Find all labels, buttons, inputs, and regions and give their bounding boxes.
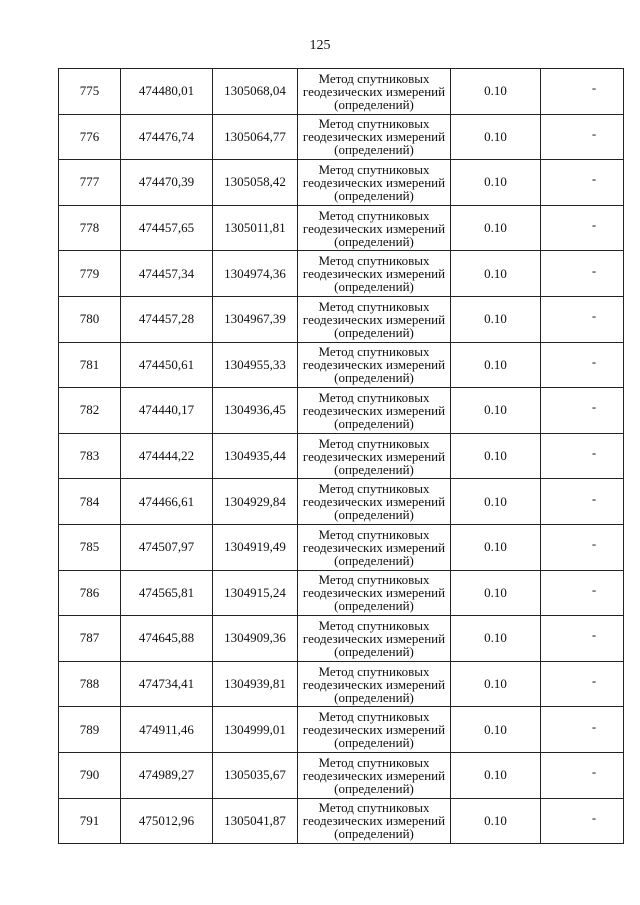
method-line-1: Метод спутниковых bbox=[318, 754, 430, 770]
method-cell bbox=[298, 524, 451, 570]
y-coordinate-cell: 1304955,33 bbox=[213, 342, 298, 388]
table-row bbox=[59, 388, 624, 434]
y-coordinate-cell: 1305041,87 bbox=[213, 798, 298, 844]
note-cell bbox=[541, 616, 624, 662]
method-line-2: геодезических измерений bbox=[302, 129, 446, 145]
method-line-3: (определений) bbox=[334, 279, 414, 295]
x-coordinate-cell: 474457,34 bbox=[121, 251, 213, 297]
table-row bbox=[59, 752, 624, 798]
method-line-1: Метод спутниковых bbox=[318, 435, 430, 451]
method-cell bbox=[298, 798, 451, 844]
method-cell bbox=[298, 205, 451, 251]
method-line-3: (определений) bbox=[334, 735, 414, 751]
note-value: - bbox=[591, 399, 597, 415]
method-line-3: (определений) bbox=[334, 780, 414, 796]
method-line-1: Метод спутниковых bbox=[318, 298, 430, 314]
y-coordinate-cell: 1304936,45 bbox=[213, 388, 298, 434]
accuracy-cell: 0.10 bbox=[451, 524, 541, 570]
method-cell bbox=[298, 388, 451, 434]
method-line-3: (определений) bbox=[334, 598, 414, 614]
point-number-cell: 775 bbox=[59, 69, 121, 115]
point-number-cell: 791 bbox=[59, 798, 121, 844]
method-line-2: геодезических измерений bbox=[302, 813, 446, 829]
method-line-1: Метод спутниковых bbox=[318, 709, 430, 725]
accuracy-cell: 0.10 bbox=[451, 205, 541, 251]
note-cell bbox=[541, 479, 624, 525]
method-cell bbox=[298, 661, 451, 707]
table-row bbox=[59, 524, 624, 570]
method-line-1: Метод спутниковых bbox=[318, 617, 430, 633]
method-cell bbox=[298, 570, 451, 616]
note-value: - bbox=[591, 490, 597, 506]
note-value: - bbox=[591, 125, 597, 141]
method-line-3: (определений) bbox=[334, 552, 414, 568]
x-coordinate-cell: 474466,61 bbox=[121, 479, 213, 525]
note-value: - bbox=[591, 171, 597, 187]
y-coordinate-cell: 1304967,39 bbox=[213, 296, 298, 342]
x-coordinate-cell: 474645,88 bbox=[121, 616, 213, 662]
method-line-1: Метод спутниковых bbox=[318, 207, 430, 223]
method-line-1: Метод спутниковых bbox=[318, 344, 430, 360]
x-coordinate-cell: 474565,81 bbox=[121, 570, 213, 616]
table-row bbox=[59, 160, 624, 206]
method-line-1: Метод спутниковых bbox=[318, 663, 430, 679]
accuracy-cell: 0.10 bbox=[451, 69, 541, 115]
x-coordinate-cell: 474440,17 bbox=[121, 388, 213, 434]
y-coordinate-cell: 1304909,36 bbox=[213, 616, 298, 662]
method-line-2: геодезических измерений bbox=[302, 83, 446, 99]
note-value: - bbox=[591, 764, 597, 780]
point-number-cell: 785 bbox=[59, 524, 121, 570]
note-cell bbox=[541, 798, 624, 844]
point-number-cell: 782 bbox=[59, 388, 121, 434]
point-number-cell: 776 bbox=[59, 114, 121, 160]
point-number-cell: 786 bbox=[59, 570, 121, 616]
method-line-2: геодезических измерений bbox=[302, 220, 446, 236]
accuracy-cell: 0.10 bbox=[451, 479, 541, 525]
page-number: 125 bbox=[309, 38, 331, 53]
note-value: - bbox=[591, 80, 597, 96]
note-value: - bbox=[591, 809, 597, 825]
accuracy-cell: 0.10 bbox=[451, 752, 541, 798]
y-coordinate-cell: 1304935,44 bbox=[213, 433, 298, 479]
point-number-cell: 784 bbox=[59, 479, 121, 525]
coordinates-table bbox=[58, 68, 624, 844]
table-row bbox=[59, 114, 624, 160]
method-line-2: геодезических измерений bbox=[302, 630, 446, 646]
method-line-1: Метод спутниковых bbox=[318, 800, 430, 816]
note-value: - bbox=[591, 217, 597, 233]
note-value: - bbox=[591, 718, 597, 734]
y-coordinate-cell: 1305058,42 bbox=[213, 160, 298, 206]
accuracy-cell: 0.10 bbox=[451, 296, 541, 342]
table-row bbox=[59, 205, 624, 251]
method-line-1: Метод спутниковых bbox=[318, 481, 430, 497]
method-line-2: геодезических измерений bbox=[302, 174, 446, 190]
y-coordinate-cell: 1304915,24 bbox=[213, 570, 298, 616]
method-cell bbox=[298, 752, 451, 798]
accuracy-cell: 0.10 bbox=[451, 570, 541, 616]
method-line-1: Метод спутниковых bbox=[318, 389, 430, 405]
table-row bbox=[59, 342, 624, 388]
note-value: - bbox=[591, 445, 597, 461]
note-cell bbox=[541, 69, 624, 115]
note-cell bbox=[541, 114, 624, 160]
method-line-3: (определений) bbox=[334, 461, 414, 477]
y-coordinate-cell: 1304919,49 bbox=[213, 524, 298, 570]
x-coordinate-cell: 475012,96 bbox=[121, 798, 213, 844]
note-cell bbox=[541, 251, 624, 297]
y-coordinate-cell: 1305068,04 bbox=[213, 69, 298, 115]
method-line-3: (определений) bbox=[334, 826, 414, 842]
method-line-3: (определений) bbox=[334, 142, 414, 158]
table-row bbox=[59, 570, 624, 616]
x-coordinate-cell: 474989,27 bbox=[121, 752, 213, 798]
x-coordinate-cell: 474734,41 bbox=[121, 661, 213, 707]
method-line-3: (определений) bbox=[334, 643, 414, 659]
accuracy-cell: 0.10 bbox=[451, 707, 541, 753]
x-coordinate-cell: 474457,28 bbox=[121, 296, 213, 342]
note-cell bbox=[541, 160, 624, 206]
method-cell bbox=[298, 296, 451, 342]
method-line-2: геодезических измерений bbox=[302, 402, 446, 418]
table-row bbox=[59, 251, 624, 297]
table-row bbox=[59, 707, 624, 753]
note-cell bbox=[541, 205, 624, 251]
table-body bbox=[59, 69, 624, 844]
y-coordinate-cell: 1304939,81 bbox=[213, 661, 298, 707]
method-line-1: Метод спутниковых bbox=[318, 116, 430, 132]
accuracy-cell: 0.10 bbox=[451, 798, 541, 844]
note-value: - bbox=[591, 673, 597, 689]
note-cell bbox=[541, 524, 624, 570]
accuracy-cell: 0.10 bbox=[451, 616, 541, 662]
y-coordinate-cell: 1304929,84 bbox=[213, 479, 298, 525]
y-coordinate-cell: 1305035,67 bbox=[213, 752, 298, 798]
x-coordinate-cell: 474507,97 bbox=[121, 524, 213, 570]
table-row bbox=[59, 661, 624, 707]
method-line-2: геодезических измерений bbox=[302, 676, 446, 692]
method-line-2: геодезических измерений bbox=[302, 494, 446, 510]
method-line-1: Метод спутниковых bbox=[318, 572, 430, 588]
method-cell bbox=[298, 479, 451, 525]
note-cell bbox=[541, 570, 624, 616]
accuracy-cell: 0.10 bbox=[451, 388, 541, 434]
y-coordinate-cell: 1304999,01 bbox=[213, 707, 298, 753]
note-cell bbox=[541, 707, 624, 753]
x-coordinate-cell: 474480,01 bbox=[121, 69, 213, 115]
method-line-2: геодезических измерений bbox=[302, 585, 446, 601]
method-line-1: Метод спутниковых bbox=[318, 253, 430, 269]
method-cell bbox=[298, 342, 451, 388]
method-line-2: геодезических измерений bbox=[302, 448, 446, 464]
note-cell bbox=[541, 661, 624, 707]
y-coordinate-cell: 1305011,81 bbox=[213, 205, 298, 251]
note-value: - bbox=[591, 262, 597, 278]
x-coordinate-cell: 474911,46 bbox=[121, 707, 213, 753]
method-line-1: Метод спутниковых bbox=[318, 526, 430, 542]
point-number-cell: 788 bbox=[59, 661, 121, 707]
method-line-3: (определений) bbox=[334, 415, 414, 431]
table-row bbox=[59, 479, 624, 525]
accuracy-cell: 0.10 bbox=[451, 251, 541, 297]
x-coordinate-cell: 474444,22 bbox=[121, 433, 213, 479]
point-number-cell: 787 bbox=[59, 616, 121, 662]
method-line-2: геодезических измерений bbox=[302, 767, 446, 783]
table-row bbox=[59, 616, 624, 662]
table-row bbox=[59, 296, 624, 342]
method-line-3: (определений) bbox=[334, 324, 414, 340]
table-row bbox=[59, 798, 624, 844]
note-value: - bbox=[591, 581, 597, 597]
accuracy-cell: 0.10 bbox=[451, 661, 541, 707]
note-cell bbox=[541, 296, 624, 342]
method-cell bbox=[298, 616, 451, 662]
method-cell bbox=[298, 433, 451, 479]
method-line-2: геодезических измерений bbox=[302, 722, 446, 738]
note-cell bbox=[541, 342, 624, 388]
method-line-2: геодезических измерений bbox=[302, 311, 446, 327]
note-cell bbox=[541, 752, 624, 798]
table-row bbox=[59, 433, 624, 479]
method-line-3: (определений) bbox=[334, 187, 414, 203]
accuracy-cell: 0.10 bbox=[451, 433, 541, 479]
note-value: - bbox=[591, 627, 597, 643]
x-coordinate-cell: 474457,65 bbox=[121, 205, 213, 251]
method-line-1: Метод спутниковых bbox=[318, 161, 430, 177]
point-number-cell: 781 bbox=[59, 342, 121, 388]
note-value: - bbox=[591, 308, 597, 324]
method-cell bbox=[298, 251, 451, 297]
note-value: - bbox=[591, 353, 597, 369]
point-number-cell: 789 bbox=[59, 707, 121, 753]
method-line-2: геодезических измерений bbox=[302, 266, 446, 282]
point-number-cell: 779 bbox=[59, 251, 121, 297]
method-line-2: геодезических измерений bbox=[302, 357, 446, 373]
method-line-2: геодезических измерений bbox=[302, 539, 446, 555]
method-line-3: (определений) bbox=[334, 96, 414, 112]
point-number-cell: 790 bbox=[59, 752, 121, 798]
x-coordinate-cell: 474450,61 bbox=[121, 342, 213, 388]
method-cell bbox=[298, 69, 451, 115]
method-line-3: (определений) bbox=[334, 370, 414, 386]
x-coordinate-cell: 474476,74 bbox=[121, 114, 213, 160]
x-coordinate-cell: 474470,39 bbox=[121, 160, 213, 206]
accuracy-cell: 0.10 bbox=[451, 160, 541, 206]
method-line-3: (определений) bbox=[334, 233, 414, 249]
method-cell bbox=[298, 114, 451, 160]
method-line-3: (определений) bbox=[334, 689, 414, 705]
note-cell bbox=[541, 433, 624, 479]
point-number-cell: 777 bbox=[59, 160, 121, 206]
method-line-1: Метод спутниковых bbox=[318, 70, 430, 86]
accuracy-cell: 0.10 bbox=[451, 342, 541, 388]
method-cell bbox=[298, 707, 451, 753]
note-cell bbox=[541, 388, 624, 434]
accuracy-cell: 0.10 bbox=[451, 114, 541, 160]
point-number-cell: 780 bbox=[59, 296, 121, 342]
table-row bbox=[59, 69, 624, 115]
y-coordinate-cell: 1305064,77 bbox=[213, 114, 298, 160]
point-number-cell: 778 bbox=[59, 205, 121, 251]
note-value: - bbox=[591, 536, 597, 552]
y-coordinate-cell: 1304974,36 bbox=[213, 251, 298, 297]
point-number-cell: 783 bbox=[59, 433, 121, 479]
method-cell bbox=[298, 160, 451, 206]
method-line-3: (определений) bbox=[334, 507, 414, 523]
